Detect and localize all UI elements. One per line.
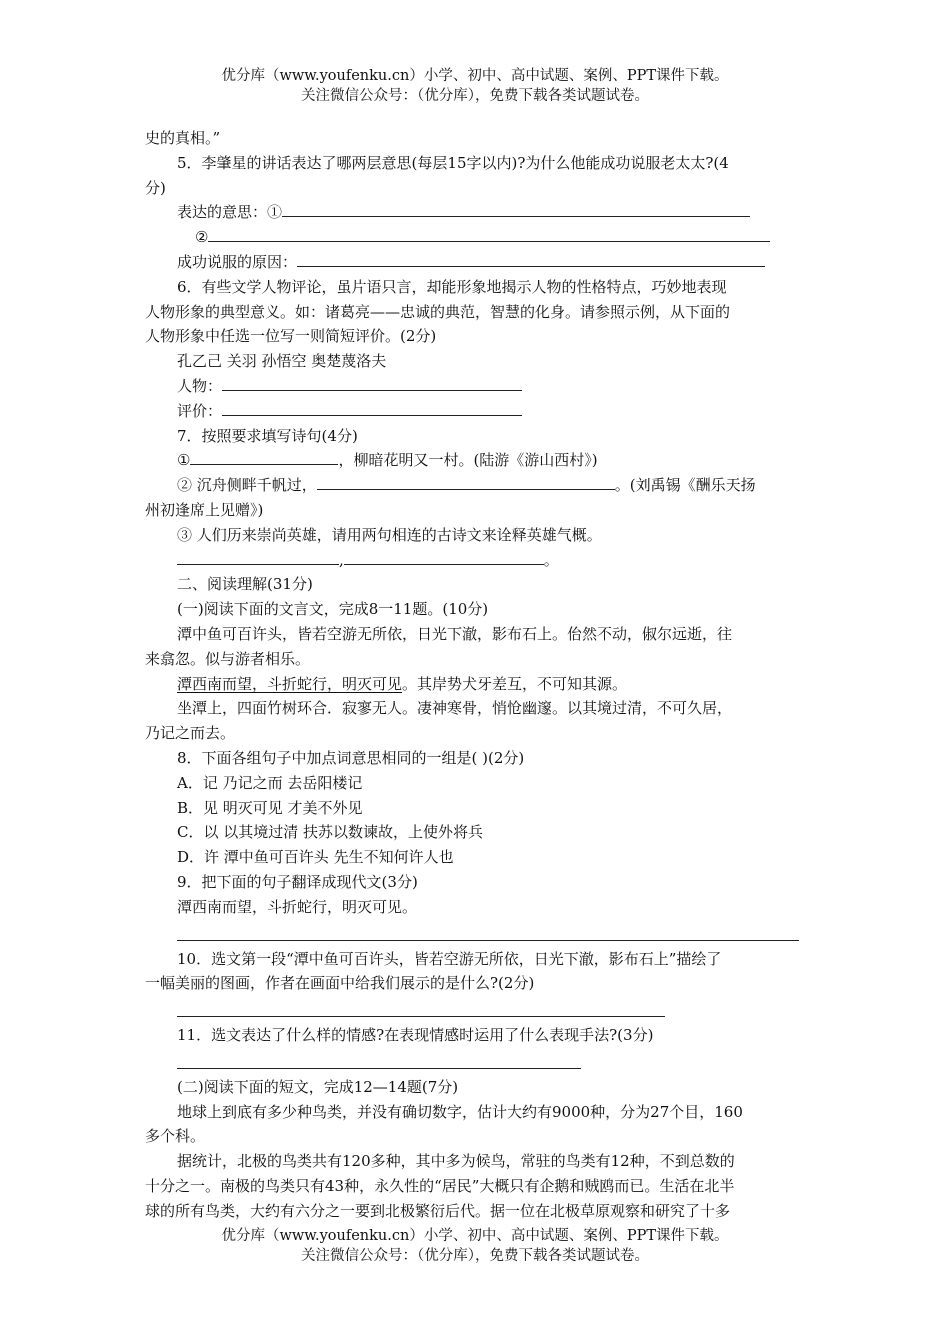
q6-person-label: 人物： — [177, 376, 223, 395]
page-footer — [0, 1226, 950, 1266]
header-line-2: 关注微信公众号：（优分库），免费下载各类试题试卷。 — [301, 88, 649, 104]
q8-option-d[interactable]: D．许 潭中鱼可百许头 先生不知何许人也 — [177, 848, 454, 867]
passage-line: 来翕忽。似与游者相乐。 — [145, 649, 311, 668]
passage-line — [145, 672, 807, 697]
passage-line: 坐潭上，四面竹树环合．寂寥无人。凄神寒骨，悄怆幽邃。以其境过清，不可久居， — [177, 699, 733, 718]
q9-sentence: 潭西南而望，斗折蛇行，明灭可见。 — [177, 897, 418, 916]
q7-2-prefix: ② 沉舟侧畔千帆过， — [177, 476, 317, 495]
answer-line[interactable] — [177, 920, 799, 941]
q6-character-list: 孔乙己 关羽 孙悟空 奥楚蔑洛夫 — [177, 352, 387, 371]
text-line: 人物形象的典型意义。如：诸葛亮——忠诚的典范，智慧的化身。请参照示例，从下面的 — [145, 302, 731, 321]
answer-blank[interactable] — [282, 200, 750, 217]
passage-line: 地球上到底有多少种鸟类，并没有确切数字，估计大约有9000种，分为27个目，160 — [177, 1102, 743, 1121]
page-header — [0, 66, 950, 106]
subsection-heading: (二)阅读下面的短文，完成12—14题(7分) — [177, 1077, 459, 1096]
passage-line: 据统计，北极的鸟类共有120多种，其中多为候鸟，常驻的鸟类有12种，不到总数的 — [177, 1152, 735, 1171]
text-line: 一幅美丽的图画，作者在画面中给我们展示的是什么?(2分) — [145, 974, 535, 993]
text-line: 人物形象中任选一位写一则简短评价。(2分) — [145, 327, 437, 346]
footer-line-2: 关注微信公众号：（优分库），免费下载各类试题试卷。 — [301, 1248, 649, 1264]
q5-meaning-label: 表达的意思：① — [177, 203, 283, 222]
q8-option-b[interactable]: B．见 明灭可见 才美不外见 — [177, 798, 363, 817]
passage-line: 乃记之而去。 — [145, 724, 236, 743]
q7-item-2 — [145, 473, 807, 498]
answer-blank[interactable] — [317, 473, 615, 490]
answer-blank[interactable] — [344, 548, 544, 565]
text-line: 分) — [145, 178, 166, 197]
question-10: 10．选文第一段“潭中鱼可百许头，皆若空游无所依，日光下澈，影布石上”描绘了 — [177, 949, 722, 968]
answer-blank[interactable] — [222, 399, 522, 416]
answer-blank[interactable] — [297, 250, 765, 267]
question-7: 7．按照要求填写诗句(4分) — [177, 426, 358, 445]
q6-eval-row — [145, 399, 807, 424]
q6-eval-label: 评价： — [177, 401, 223, 420]
passage-line: 十分之一。南极的鸟类只有43种，永久性的“居民”大概只有企鹅和贼鸥而已。生活在北半 — [145, 1177, 735, 1196]
q5-second-label: ② — [195, 228, 209, 247]
answer-blank[interactable] — [177, 548, 339, 565]
answer-blank[interactable] — [222, 374, 522, 391]
passage-line: 多个科。 — [145, 1127, 206, 1146]
comma: , — [339, 550, 344, 569]
q5-meaning-row — [145, 200, 807, 225]
answer-line[interactable] — [177, 1048, 581, 1069]
q5-reason-label: 成功说服的原因： — [177, 252, 298, 271]
answer-blank[interactable] — [208, 225, 770, 242]
answer-line[interactable] — [177, 996, 665, 1017]
passage-line: 潭中鱼可百许头，皆若空游无所依，日光下澈，影布石上。佁然不动，俶尔远逝，往 — [177, 624, 733, 643]
q5-second-row — [145, 225, 807, 250]
question-6: 6．有些文学人物评论，虽片语只言，却能形象地揭示人物的性格特点，巧妙地表现 — [177, 277, 727, 296]
question-11: 11．选文表达了什么样的情感?在表现情感时运用了什么表现手法?(3分) — [177, 1026, 654, 1045]
text-line: 州初逢席上见赠》) — [145, 500, 264, 519]
underlined-sentence: 潭西南而望，斗折蛇行，明灭可见 — [177, 674, 403, 693]
text-line: 史的真相。” — [145, 129, 221, 147]
passage-text: 。其岸势犬牙差互，不可知其源。 — [402, 674, 628, 693]
q7-item-1 — [145, 448, 807, 473]
q7-1-prefix: ① — [177, 451, 191, 470]
header-line-1: 优分库（www.youfenku.cn）小学、初中、高中试题、案例、PPT课件下载。 — [221, 68, 729, 84]
passage-line: 球的所有鸟类，大约有六分之一要到北极繁衍后代。据一位在北极草原观察和研究了十多 — [145, 1201, 731, 1220]
subsection-heading: (一)阅读下面的文言文，完成8一11题。(10分) — [177, 600, 489, 619]
footer-line-1: 优分库（www.youfenku.cn）小学、初中、高中试题、案例、PPT课件下载。 — [221, 1228, 729, 1244]
q8-option-a[interactable]: A．记 乃记之而 去岳阳楼记 — [177, 773, 363, 792]
q8-option-c[interactable]: C．以 以其境过清 扶苏以数谏故，上使外将兵 — [177, 823, 484, 842]
question-9: 9．把下面的句子翻译成现代文(3分) — [177, 872, 418, 891]
question-8: 8．下面各组句子中加点词意思相同的一组是( )(2分) — [177, 748, 525, 767]
q7-3-answer-row — [145, 548, 807, 573]
q7-2-suffix: 。(刘禹锡《酬乐天扬 — [614, 476, 756, 495]
q5-reason-row — [145, 250, 807, 275]
q7-1-suffix: ，柳暗花明又一村。(陆游《游山西村》) — [338, 451, 598, 470]
q7-item-3: ③ 人们历来崇尚英雄，请用两句相连的古诗文来诠释英雄气概。 — [177, 525, 602, 544]
q6-person-row — [145, 374, 807, 399]
exam-content — [145, 126, 807, 1224]
question-5: 5．李肇星的讲话表达了哪两层意思(每层15字以内)?为什么他能成功说服老太太?(4 — [177, 153, 729, 172]
period: 。 — [543, 550, 559, 569]
answer-blank[interactable] — [190, 448, 338, 465]
section-heading: 二、阅读理解(31分) — [177, 575, 313, 594]
